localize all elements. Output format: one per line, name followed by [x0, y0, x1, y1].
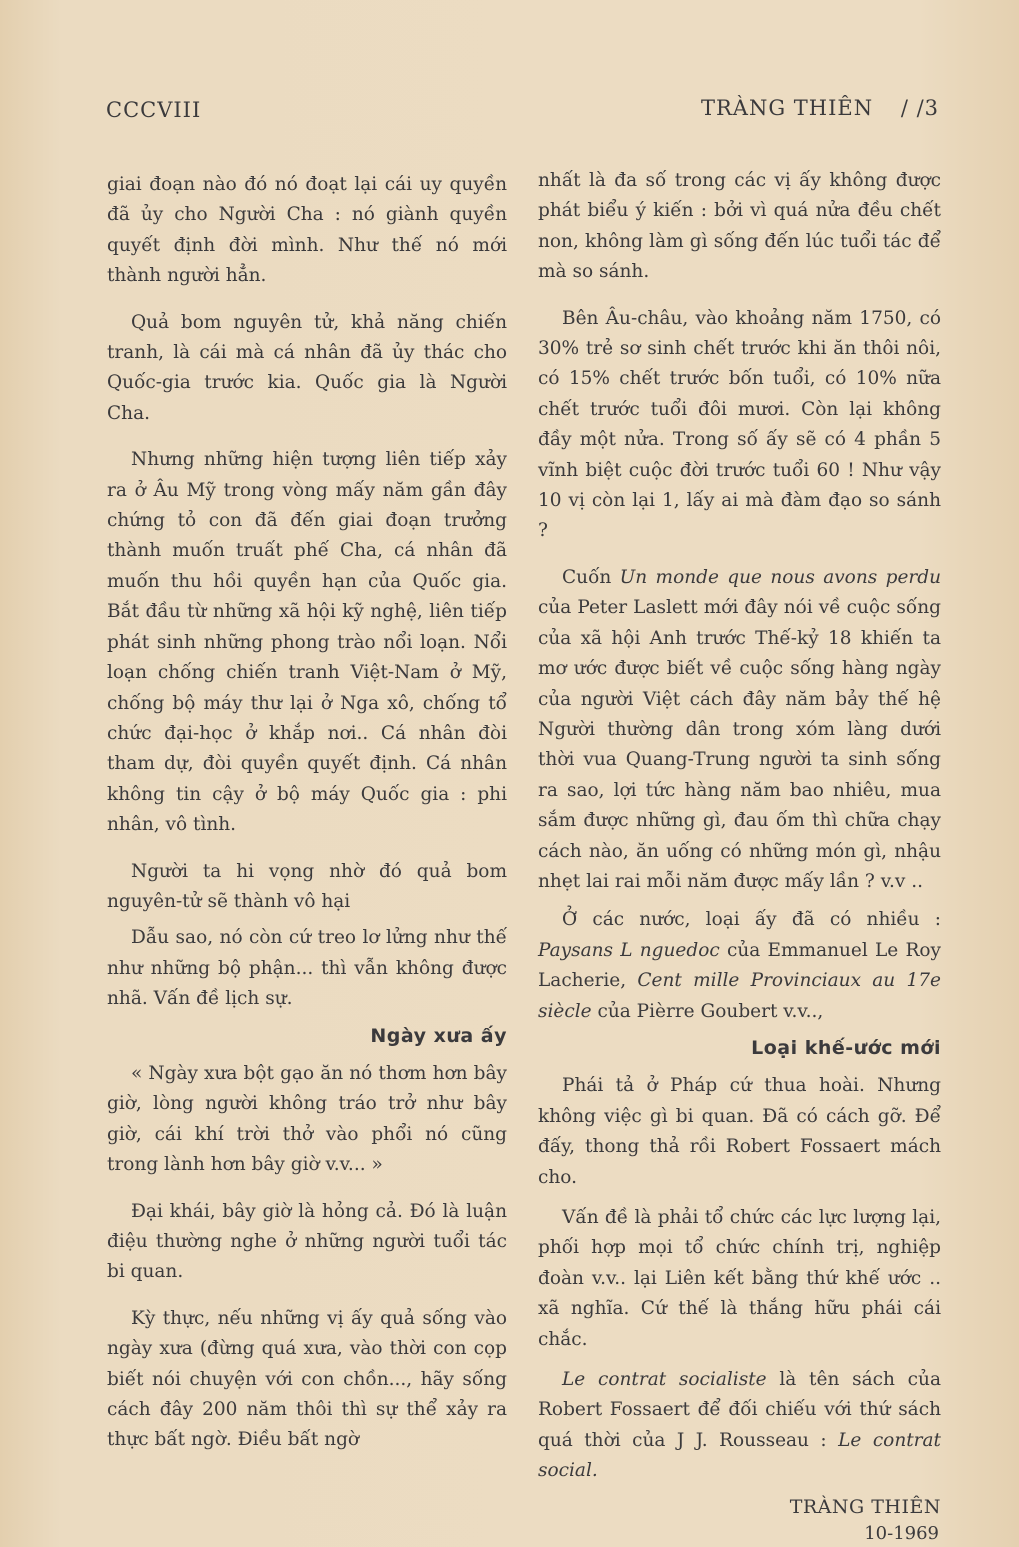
- section-heading-loai-khe-uoc-moi: Loại khế-ước mới: [751, 1036, 941, 1059]
- text-run: Ở các nước, loại ấy đã có nhiều :: [562, 909, 941, 931]
- right-paragraph-7: [538, 1365, 941, 1487]
- author-signature: TRÀNG THIÊN: [789, 1495, 941, 1518]
- right-paragraph-4: [538, 905, 941, 1027]
- left-paragraph-7: Đại khái, bây giờ là hỏng cả. Đó là luận điệu thường nghe ở những người tuổi tác bi quan.: [107, 1200, 507, 1283]
- running-header: [701, 96, 939, 120]
- left-paragraph-1: giai đoạn nào đó nó đoạt lại cái uy quyền đã ủy cho Người Cha : nó giành quyền quyết định đời mình. Như thế nó mới thành người hẳn.: [107, 174, 507, 287]
- text-run: của Pièrre Goubert v.v..,: [591, 1000, 824, 1022]
- left-paragraph-6: « Ngày xưa bột gạo ăn nó thơm hơn bây giờ, lòng người không tráo trở như bây giờ, cái khí trời thở vào phổi nó cũng trong lành hơn bây giờ v.v... »: [107, 1062, 507, 1176]
- right-paragraph-2: Bên Âu-châu, vào khoảng năm 1750, có 30% trẻ sơ sinh chết trước khi ăn thôi nôi, có 15% chết trước bốn tuổi, có 10% nữa chết trước tuổi đôi mươi. Còn lại không đầy một nửa. Trong số ấy sẽ có 4 phần 5 vĩnh biệt cuộc đời trước tuổi 60 ! Như vậy 10 vị còn lại 1, lấy ai mà đàm đạo so sánh ?: [538, 307, 941, 542]
- book-title: Le contrat social.: [538, 1429, 941, 1482]
- signature-date: 10-1969: [864, 1522, 939, 1544]
- header-marker: / /3: [900, 96, 939, 120]
- section-heading-ngay-xua-ay: Ngày xưa ấy: [370, 1024, 507, 1047]
- header-author: TRÀNG THIÊN: [700, 96, 874, 120]
- left-paragraph-4: Người ta hi vọng nhờ đó quả bom nguyên-tử sẽ thành vô hại: [107, 860, 507, 912]
- text-run: của Peter Laslett mới đây nói về cuộc sống của xã hội Anh trước Thế-kỷ 18 khiến ta mơ ước được biết về cuộc sống hàng ngày của người Việt cách đây năm bảy thế hệ Người thường dân trong xóm làng dưới thời vua Quang-Trung người ta sinh sống ra sao, lợi tức hàng năm bao nhiêu, mua sắm được những gì, đau ốm thì chữa chạy cách nào, ăn uống có những món gì, nhậu nhẹt lai rai mỗi năm được mấy lần ? v.v ..: [538, 597, 941, 892]
- text-run: là tên sách của Robert Fossaert để đối chiếu với thứ sách quá thời của J J. Rousseau :: [538, 1369, 941, 1451]
- right-paragraph-3: [538, 563, 941, 897]
- right-paragraph-5: Phái tả ở Pháp cứ thua hoài. Nhưng không việc gì bi quan. Đã có cách gỡ. Để đấy, thong thả rồi Robert Fossaert mách cho.: [538, 1075, 941, 1188]
- book-title: Le contrat socialiste: [562, 1369, 767, 1391]
- text-run: của Emmanuel Le Roy Lacherie,: [538, 939, 941, 992]
- right-column: [538, 166, 941, 1547]
- left-column: [107, 170, 507, 1472]
- right-paragraph-6: Vấn đề là phải tổ chức các lực lượng lại, phối hợp mọi tổ chức chính trị, nghiệp đoàn v.v.. lại Liên kết bằng thứ khế ước .. xã nghĩa. Cứ thế là thắng hữu phái cái chắc.: [538, 1207, 941, 1350]
- left-paragraph-2: Quả bom nguyên tử, khả năng chiến tranh, là cái mà cá nhân đã ủy thác cho Quốc-gia trước kia. Quốc gia là Người Cha.: [107, 311, 507, 424]
- right-paragraph-1: nhất là đa số trong các vị ấy không được phát biểu ý kiến : bởi vì quá nửa đều chết non, không làm gì sống đến lúc tuổi tác để mà so sánh.: [538, 170, 941, 283]
- left-paragraph-3: Nhưng những hiện tượng liên tiếp xảy ra ở Âu Mỹ trong vòng mấy năm gần đây chứng tỏ con đã đến giai đoạn trưởng thành muốn truất phế Cha, cá nhân đã muốn thu hồi quyền hạn của Quốc gia. Bắt đầu từ những xã hội kỹ nghệ, liên tiếp phát sinh những phong trào nổi loạn. Nổi loạn chống chiến tranh Việt-Nam ở Mỹ, chống bộ máy thư lại ở Nga xô, chống tổ chức đại-học ở khắp nơi.. Cá nhân đòi tham dự, đòi quyền quyết định. Cá nhân không tin cậy ở bộ máy Quốc gia : phi nhân, vô tình.: [107, 449, 507, 836]
- page-number: CCCVIII: [106, 98, 202, 122]
- book-title: Cent mille Provinciaux au 17e siècle: [538, 970, 941, 1022]
- book-title: Un monde que nous avons perdu: [619, 566, 941, 588]
- book-title: Paysans L nguedoc: [538, 939, 720, 961]
- left-paragraph-8: Kỳ thực, nếu những vị ấy quả sống vào ngày xưa (đừng quá xưa, vào thời con cọp biết nói chuyện với con chồn..., hãy sống cách đây 200 năm thôi thì sự thể xảy ra thực bất ngờ. Điều bất ngờ: [107, 1307, 507, 1451]
- text-run: Cuốn: [562, 566, 620, 588]
- left-paragraph-5: Dẫu sao, nó còn cứ treo lơ lửng như thế như những bộ phận... thì vẫn không được nhã. Vấn đề lịch sự.: [107, 927, 507, 1010]
